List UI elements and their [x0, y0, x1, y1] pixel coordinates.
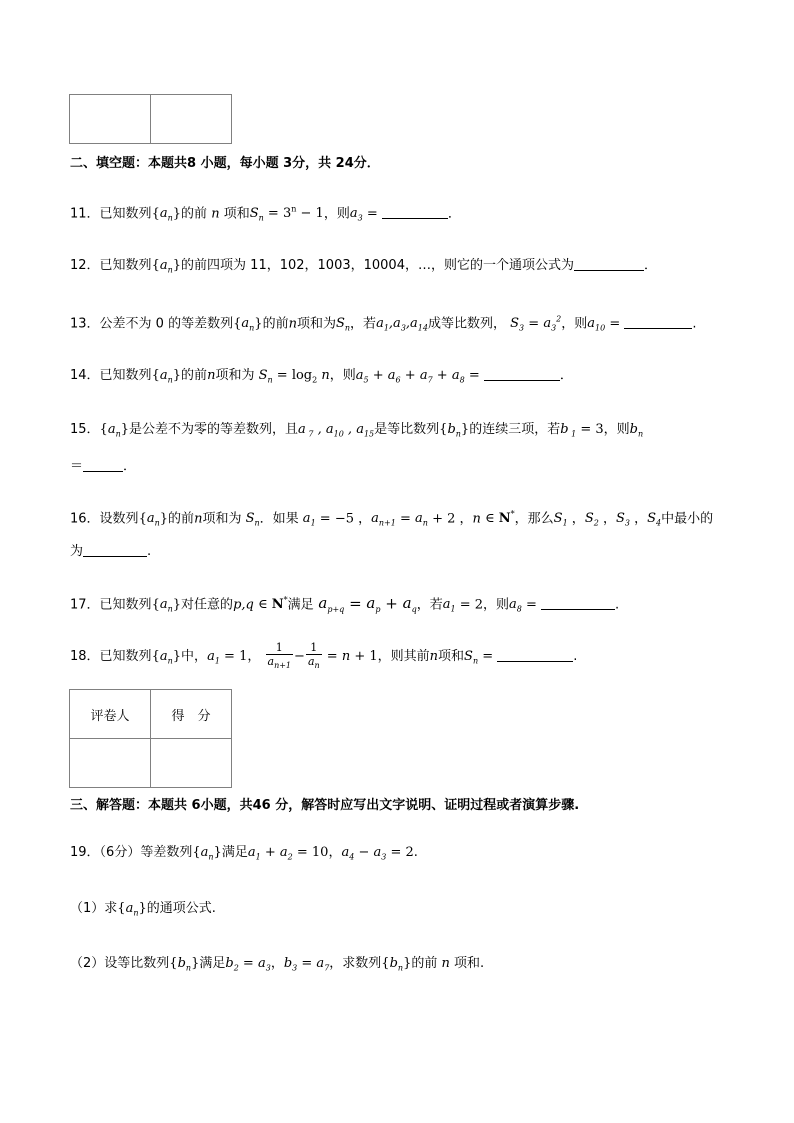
score-box-bottom — [69, 689, 232, 788]
question-18: 18．已知数列$\{a_n\}$中，$a_1 = 1$， $\frac{1}{a_{n+1}}$ − $\frac{1}{a_n}$ = n + 1，则其前n项和$S_n$ = . — [70, 641, 578, 671]
score-box-top — [69, 94, 232, 144]
question-14: 14．已知数列$\{a_n\}$的前n项和为 $S_n = \log_2 n$，则$a_5 + a_6 + a_7 + a_8$ = ． — [70, 368, 573, 385]
fraction: $\frac{1}{a_{n+1}}$ — [267, 641, 292, 671]
question-19: 19．（6分）等差数列$\{a_n\}$满足$a_1 + a_2 = 10$，$a_4 - a_3 = 2$. — [70, 845, 418, 862]
question-17: 17．已知数列$\{a_n\}$对任意的p,q ∈ N*满足 $a_{p+q} = a_p + a_q$，若$a_1 = 2$，则$a_8$ = . — [70, 594, 620, 615]
answer-blank[interactable] — [541, 596, 615, 610]
score-cell — [151, 739, 232, 788]
question-11: 11．已知数列$\{a_n\}$的前 n 项和$S_n = 3^n - 1$，则$a_3$ = ． — [70, 205, 461, 223]
score-cell — [151, 95, 232, 144]
section3-title: 三、解答题：本题共 6小题，共46 分，解答时应写出文字说明、证明过程或者演算步骤. — [70, 798, 580, 813]
question-15: 15．$\{a_n\}$是公差不为零的等差数列，且a $_7$ , $a_{10}$ , $a_{15}$是等比数列$\{b_n\}$的连续三项，若b $_1$ = 3，则$b_n$ — [70, 422, 644, 439]
question-16-line2: 为 . — [70, 544, 152, 559]
score-header-reviewer: 评卷人 — [70, 690, 151, 739]
answer-blank[interactable] — [83, 543, 147, 557]
answer-blank[interactable] — [382, 205, 448, 219]
answer-blank[interactable] — [484, 367, 560, 381]
score-header-score: 得 分 — [151, 690, 232, 739]
answer-blank[interactable] — [574, 257, 644, 271]
section2-title: 二、填空题：本题共8 小题，每小题 3分，共 24分． — [70, 156, 380, 171]
question-12: 12．已知数列$\{a_n\}$的前四项为 11，102，1003，10004，…，则它的一个通项公式为 ． — [70, 258, 657, 275]
fraction: $\frac{1}{a_n}$ — [307, 641, 320, 671]
question-13: 13．公差不为 0 的等差数列$\{a_n\}$的前n项和为$S_n$，若$a_1,a_3,a_{14}$成等比数列， $S_3 = a_3^2$，则$a_{10}$ = . — [70, 315, 697, 333]
answer-blank[interactable] — [624, 315, 692, 329]
question-16: 16．设数列$\{a_n\}$的前n项和为 $S_n$．如果 $a_1 = -5$ ，$a_{n+1} = a_n + 2$ ，n ∈ N*，那么$S_1$ ，$S_2$ ，$S_3$ ，$S_4$中最小的 — [70, 510, 714, 528]
score-cell — [70, 95, 151, 144]
question-19-part1: （1）求$\{a_n\}$的通项公式. — [70, 901, 216, 918]
score-cell — [70, 739, 151, 788]
answer-blank[interactable] — [83, 458, 123, 472]
question-19-part2: （2）设等比数列$\{b_n\}$满足$b_2 = a_3$，$b_3 = a_7$，求数列$\{b_n\}$的前 n 项和. — [70, 956, 485, 973]
question-15-line2: ＝ ． — [70, 459, 137, 474]
answer-blank[interactable] — [497, 648, 573, 662]
